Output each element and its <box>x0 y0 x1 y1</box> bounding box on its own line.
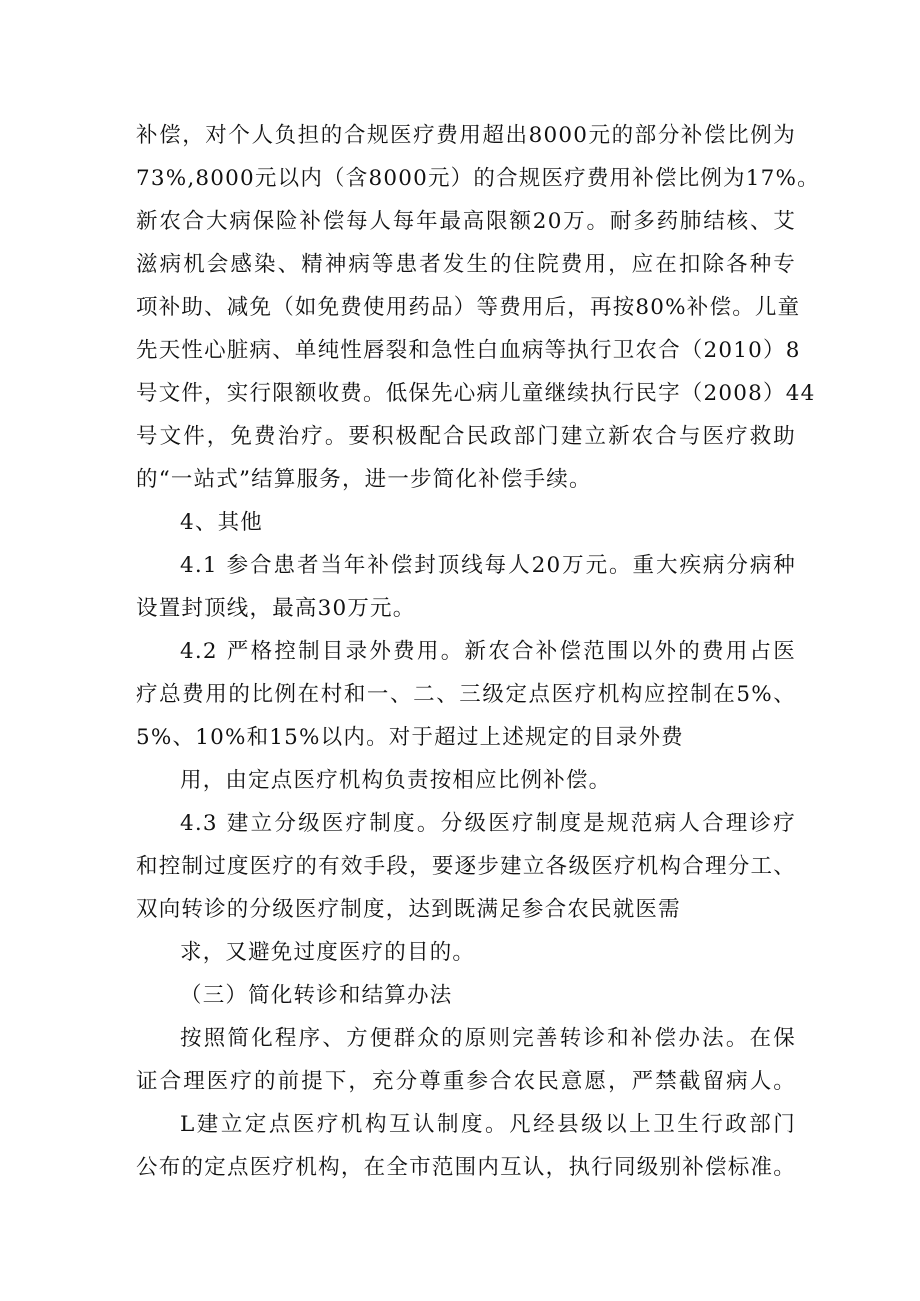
text-line: 5%、10%和15%以内。对于超过上述规定的目录外费 <box>136 725 684 750</box>
text-line: 按照简化程序、方便群众的原则完善转诊和补偿办法。在保 <box>180 1026 796 1051</box>
section-heading: 4、其他 <box>180 510 263 535</box>
text-line: 用，由定点医疗机构负责按相应比例补偿。 <box>180 768 612 793</box>
text-line: 号文件，免费治疗。要积极配合民政部门建立新农合与医疗救助 <box>136 424 796 449</box>
text-line: 公布的定点医疗机构，在全市范围内互认，执行同级别补偿标准。 <box>136 1155 796 1180</box>
text-line: 滋病机会感染、精神病等患者发生的住院费用，应在扣除各种专 <box>136 252 796 277</box>
text-line: 和控制过度医疗的有效手段，要逐步建立各级医疗机构合理分工、 <box>136 854 796 879</box>
text-line: 求，又避免过度医疗的目的。 <box>180 940 476 965</box>
section-heading: （三）简化转诊和结算办法 <box>180 983 453 1008</box>
text-line: 双向转诊的分级医疗制度，达到既满足参合农民就医需 <box>136 897 681 922</box>
text-line: 疗总费用的比例在村和一、二、三级定点医疗机构应控制在5%、 <box>136 682 796 707</box>
text-line: 项补助、减免（如免费使用药品）等费用后，再按80%补偿。儿童 <box>136 295 801 320</box>
text-line: 补偿，对个人负担的合规医疗费用超出8000元的部分补偿比例为 <box>136 123 796 148</box>
text-line: 的“一站式”结算服务，进一步简化补偿手续。 <box>136 467 592 492</box>
text-line: 设置封顶线，最高30万元。 <box>136 596 416 621</box>
text-line: 证合理医疗的前提下，充分尊重参合农民意愿，严禁截留病人。 <box>136 1069 796 1094</box>
text-line: 4.3 建立分级医疗制度。分级医疗制度是规范病人合理诊疗 <box>180 811 796 836</box>
text-line: 4.1 参合患者当年补偿封顶线每人20万元。重大疾病分病种 <box>180 553 796 578</box>
text-line: 4.2 严格控制目录外费用。新农合补偿范围以外的费用占医 <box>180 639 796 664</box>
text-line: L建立定点医疗机构互认制度。凡经县级以上卫生行政部门 <box>180 1112 796 1137</box>
text-line: 新农合大病保险补偿每人每年最高限额20万。耐多药肺结核、艾 <box>136 209 796 234</box>
text-line: 号文件，实行限额收费。低保先心病儿童继续执行民字（2008）44 <box>136 381 816 406</box>
text-line: 先天性心脏病、单纯性唇裂和急性白血病等执行卫农合（2010）8 <box>136 338 801 363</box>
text-line: 73%,8000元以内（含8000元）的合规医疗费用补偿比例为17%。 <box>136 166 820 191</box>
